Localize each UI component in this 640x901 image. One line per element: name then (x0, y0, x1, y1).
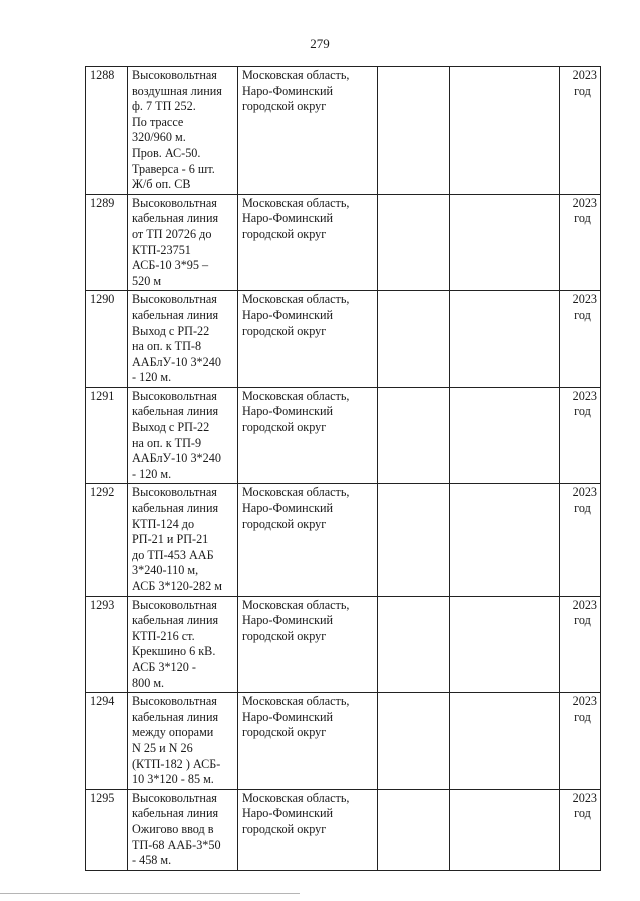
footer-scan-line (0, 893, 300, 894)
empty-cell-2 (450, 789, 560, 870)
empty-cell-1 (378, 596, 450, 693)
table-row (86, 387, 601, 484)
empty-cell-1 (378, 789, 450, 870)
location-cell: Московская область, Наро-Фоминский городской округ (238, 291, 378, 388)
year-cell (560, 484, 601, 596)
object-name-cell: Высоковольтная кабельная линия от ТП 20726 до КТП-23751 АСБ-10 3*95 – 520 м (128, 194, 238, 291)
row-number-cell: 1290 (86, 291, 128, 388)
year-value: 2023 (572, 485, 597, 500)
empty-cell-2 (450, 387, 560, 484)
year-value: 2023 (572, 195, 597, 210)
year-word: год (574, 613, 591, 628)
object-name-cell: Высоковольтная кабельная линия Ожигово ввод в ТП-68 ААБ-3*50 - 458 м. (128, 789, 238, 870)
year-word: год (574, 709, 591, 724)
table-row (86, 596, 601, 693)
year-word: год (574, 806, 591, 821)
year-value: 2023 (572, 68, 597, 82)
empty-cell-1 (378, 484, 450, 596)
registry-table (85, 66, 601, 871)
object-name-cell: Высоковольтная кабельная линия между опорами N 25 и N 26 (КТП-182 ) АСБ- 10 3*120 - 85 м. (128, 693, 238, 790)
location-cell: Московская область, Наро-Фоминский городской округ (238, 693, 378, 790)
empty-cell-1 (378, 194, 450, 291)
row-number-cell: 1291 (86, 387, 128, 484)
empty-cell-1 (378, 291, 450, 388)
empty-cell-2 (450, 596, 560, 693)
object-name-cell: Высоковольтная кабельная линия КТП-216 ст. Крекшино 6 кВ. АСБ 3*120 - 800 м. (128, 596, 238, 693)
table-row (86, 194, 601, 291)
year-word: год (574, 83, 591, 98)
location-cell: Московская область, Наро-Фоминский городской округ (238, 484, 378, 596)
row-number-cell: 1293 (86, 596, 128, 693)
year-cell (560, 693, 601, 790)
row-number-cell: 1295 (86, 789, 128, 870)
table-row (86, 291, 601, 388)
row-number-cell: 1288 (86, 67, 128, 195)
location-cell: Московская область, Наро-Фоминский городской округ (238, 596, 378, 693)
object-name-cell: Высоковольтная воздушная линия ф. 7 ТП 252. По трассе 320/960 м. Пров. АС-50. Траверса - 6 шт. Ж/б оп. СВ (128, 67, 238, 195)
empty-cell-2 (450, 67, 560, 195)
table-row (86, 484, 601, 596)
year-cell (560, 67, 601, 195)
object-name-cell: Высоковольтная кабельная линия КТП-124 до РП-21 и РП-21 до ТП-453 ААБ 3*240-110 м, АСБ 3*120-282 м (128, 484, 238, 596)
empty-cell-1 (378, 693, 450, 790)
year-cell (560, 194, 601, 291)
year-word: год (574, 307, 591, 322)
year-value: 2023 (572, 388, 597, 403)
year-value: 2023 (572, 694, 597, 709)
year-cell (560, 291, 601, 388)
empty-cell-2 (450, 484, 560, 596)
year-word: год (574, 501, 591, 516)
empty-cell-1 (378, 387, 450, 484)
table-row (86, 67, 601, 195)
empty-cell-2 (450, 291, 560, 388)
page-number: 279 (310, 36, 330, 51)
row-number-cell: 1292 (86, 484, 128, 596)
empty-cell-2 (450, 693, 560, 790)
empty-cell-1 (378, 67, 450, 195)
row-number-cell: 1289 (86, 194, 128, 291)
year-cell (560, 596, 601, 693)
object-name-cell: Высоковольтная кабельная линия Выход с РП-22 на оп. к ТП-8 ААБлУ-10 3*240 - 120 м. (128, 291, 238, 388)
object-name-cell: Высоковольтная кабельная линия Выход с РП-22 на оп. к ТП-9 ААБлУ-10 3*240 - 120 м. (128, 387, 238, 484)
year-word: год (574, 404, 591, 419)
empty-cell-2 (450, 194, 560, 291)
row-number-cell: 1294 (86, 693, 128, 790)
registry-table-body (86, 67, 601, 871)
year-value: 2023 (572, 292, 597, 307)
year-value: 2023 (572, 790, 597, 805)
year-value: 2023 (572, 597, 597, 612)
location-cell: Московская область, Наро-Фоминский городской округ (238, 67, 378, 195)
table-row (86, 693, 601, 790)
year-cell (560, 789, 601, 870)
location-cell: Московская область, Наро-Фоминский городской округ (238, 387, 378, 484)
year-word: год (574, 211, 591, 226)
location-cell: Московская область, Наро-Фоминский городской округ (238, 194, 378, 291)
year-cell (560, 387, 601, 484)
table-row (86, 789, 601, 870)
location-cell: Московская область, Наро-Фоминский городской округ (238, 789, 378, 870)
